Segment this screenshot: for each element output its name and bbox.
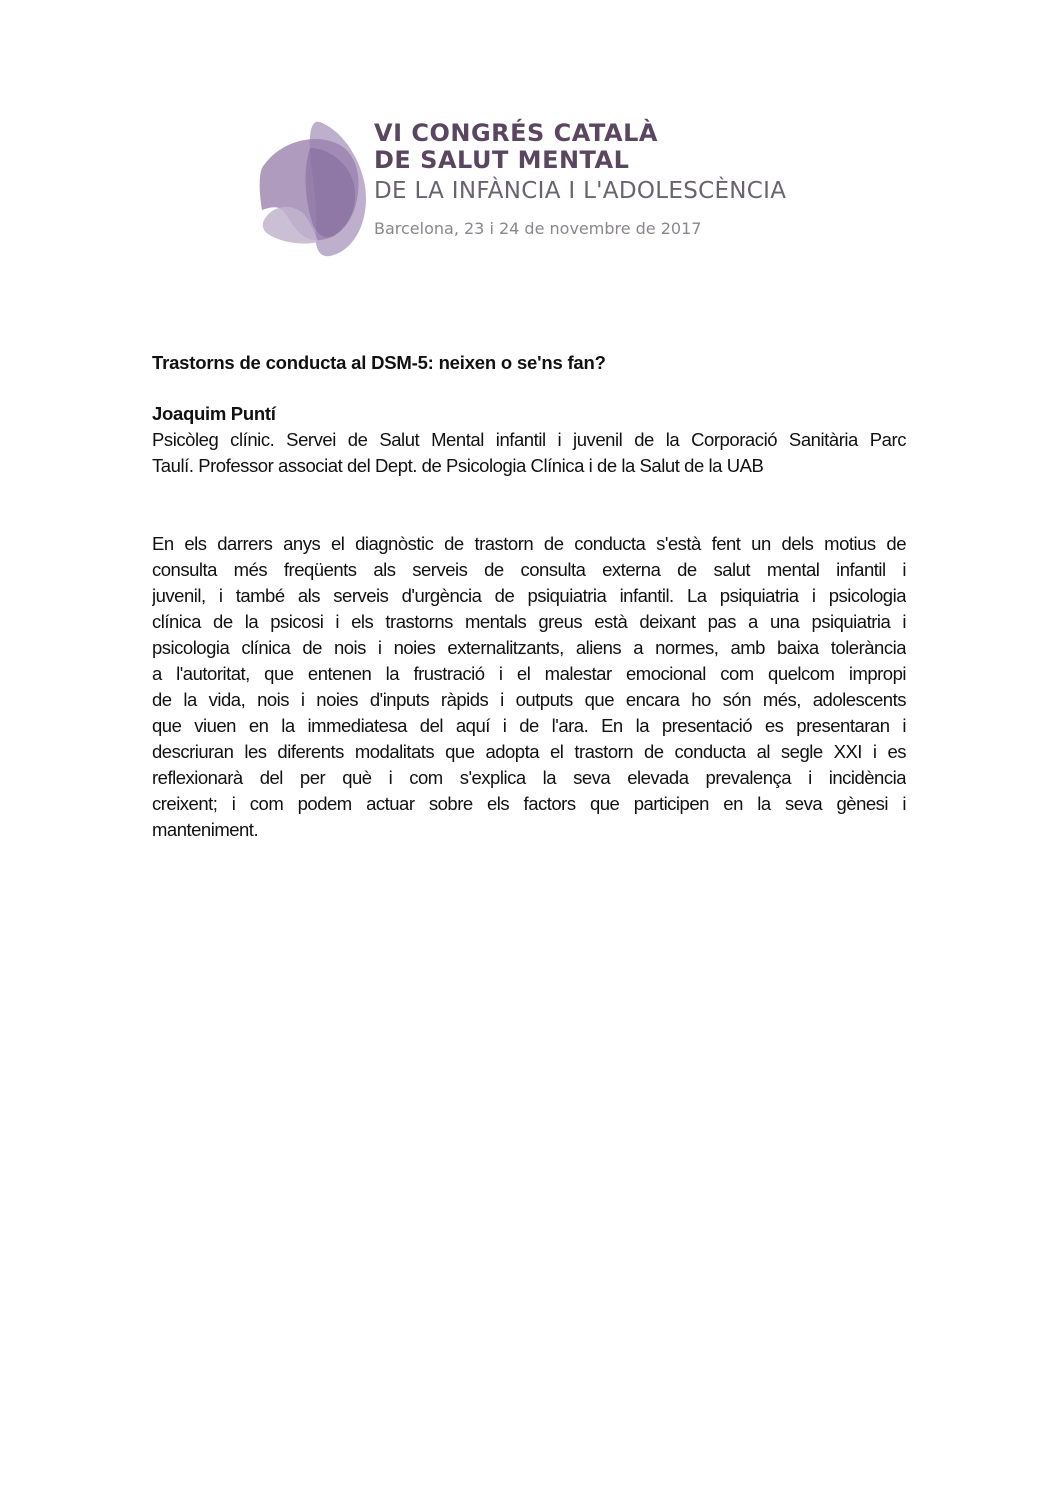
abstract: [152, 531, 906, 843]
congress-logo: [258, 118, 798, 258]
abstract-line: a l'autoritat, que entenen la frustració i el malestar emocional com quelcom impropi: [152, 663, 906, 684]
abstract-line: creixent; i com podem actuar sobre els factors que participen en la seva gènesi i: [152, 793, 906, 814]
document-body: [152, 350, 906, 843]
congress-logo-mark-icon: [258, 118, 368, 258]
abstract-line: psicologia clínica de nois i noies externalitzants, aliens a normes, amb baixa tolerància: [152, 637, 906, 658]
abstract-line: manteniment.: [152, 819, 259, 840]
logo-subtitle: DE LA INFÀNCIA I L'ADOLESCÈNCIA: [374, 178, 787, 204]
affiliation-line: Psicòleg clínic. Servei de Salut Mental infantil i juvenil de la Corporació Sanitària Parc: [152, 429, 906, 450]
document-title: Trastorns de conducta al DSM-5: neixen o se'ns fan?: [152, 352, 606, 373]
abstract-line: descriuran les diferents modalitats que adopta el trastorn de conducta al segle XXI i es: [152, 741, 906, 762]
abstract-line: En els darrers anys el diagnòstic de trastorn de conducta s'està fent un dels motius de: [152, 533, 906, 554]
abstract-line: juvenil, i també als serveis d'urgència de psiquiatria infantil. La psiquiatria i psicologia: [152, 585, 906, 606]
abstract-line: de la vida, nois i noies d'inputs ràpids i outputs que encara ho són més, adolescents: [152, 689, 906, 710]
affiliation-line: Taulí. Professor associat del Dept. de Psicologia Clínica i de la Salut de la UAB: [152, 455, 764, 476]
abstract-line: reflexionarà del per què i com s'explica la seva elevada prevalença i incidència: [152, 767, 906, 788]
abstract-line: clínica de la psicosi i els trastorns mentals greus està deixant pas a una psiquiatria i: [152, 611, 906, 632]
logo-title-line-1: VI CONGRÉS CATALÀ: [374, 119, 658, 147]
abstract-line: que viuen en la immediatesa del aquí i de l'ara. En la presentació es presentaran i: [152, 715, 906, 736]
abstract-line: consulta més freqüents als serveis de consulta externa de salut mental infantil i: [152, 559, 906, 580]
author-name: Joaquim Puntí: [152, 403, 276, 424]
logo-date-location: Barcelona, 23 i 24 de novembre de 2017: [374, 219, 702, 238]
logo-title-line-2: DE SALUT MENTAL: [374, 146, 630, 174]
